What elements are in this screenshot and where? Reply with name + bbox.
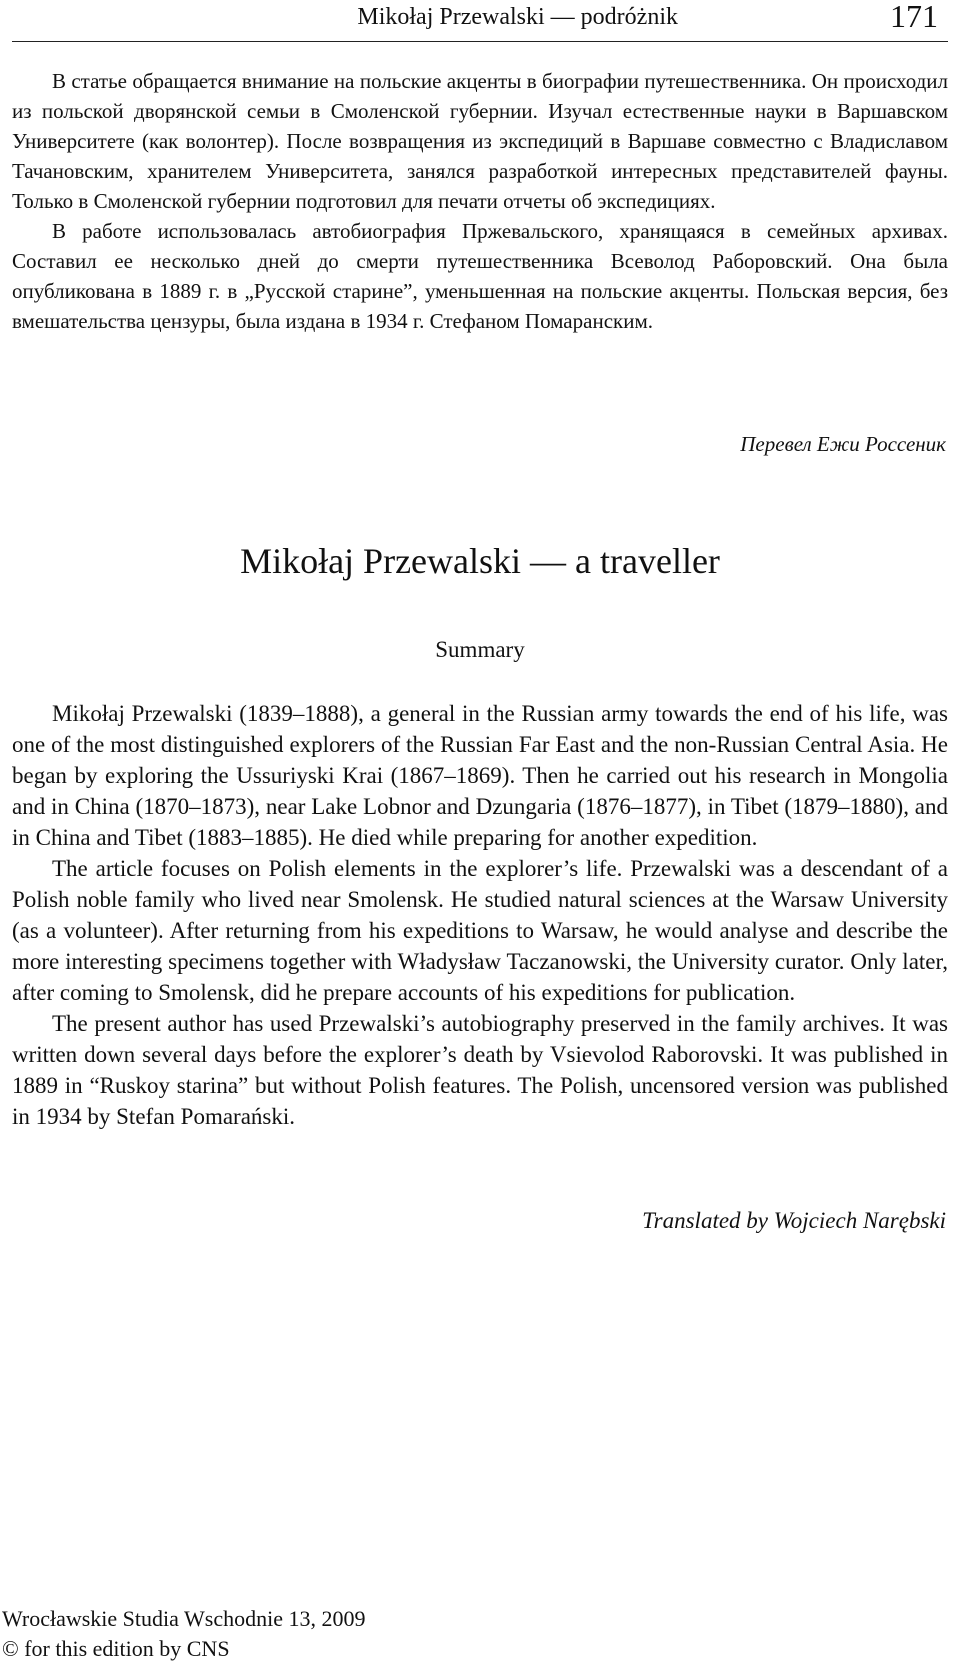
english-summary-title: Mikołaj Przewalski — a traveller bbox=[240, 541, 720, 581]
copyright-notice: © for this edition by CNS bbox=[2, 1636, 230, 1661]
russian-summary bbox=[12, 66, 948, 336]
english-translator-credit: Translated by Wojciech Narębski bbox=[642, 1208, 946, 1233]
running-title: Mikołaj Przewalski — podróżnik bbox=[357, 4, 678, 30]
page-number: 171 bbox=[890, 0, 938, 34]
russian-paragraph-1: В статье обращается внимание на польские акценты в биографии путешественника. Он происходил из польской дворянской семьи в Смоленской губернии. Изучал естественные науки в Варшавском Университете (как волонтер). После возвращения из экспедиций в Варшаве совместно с Владиславом Тачановским, хранителем Университета, занялся разработкой интересных представителей фауны. Только в Смоленской губернии подготовил для печати отчеты об экспедициях. bbox=[12, 69, 948, 213]
journal-citation: Wrocławskie Studia Wschodnie 13, 2009 bbox=[2, 1606, 366, 1631]
english-paragraph-2: The article focuses on Polish elements in the explorer’s life. Przewalski was a descendant of a Polish noble family who lived near Smolensk. He studied natural sciences at the Warsaw University (as a volunteer). After returning from his expeditions to Warsaw, he would analyse and describe the more interesting specimens together with Władysław Taczanowski, the University curator. Only later, after coming to Smolensk, did he prepare accounts of his expeditions for publication. bbox=[12, 856, 948, 1005]
english-summary-subtitle: Summary bbox=[435, 637, 525, 662]
russian-paragraph-2: В работе использовалась автобиография Пржевальского, хранящаяся в семейных архивах. Составил ее несколько дней до смерти путешественника Всеволод Раборовский. Она была опубликована в 1889 г. в „Русской старине”, уменьшенная на польские акценты. Польская версия, без вмешательства цензуры, была издана в 1934 г. Стефаном Помаранским. bbox=[12, 219, 948, 333]
english-summary bbox=[12, 698, 948, 1132]
running-header bbox=[12, 0, 948, 42]
english-paragraph-1: Mikołaj Przewalski (1839–1888), a general in the Russian army towards the end of his life, was one of the most distinguished explorers of the Russian Far East and the non-Russian Central Asia. He began by exploring the Ussuriyski Krai (1867–1869). Then he carried out his research in Mongolia and in China (1870–1873), near Lake Lobnor and Dzungaria (1876–1877), in Tibet (1879–1880), and in China and Tibet (1883–1885). He died while preparing for another expedition. bbox=[12, 701, 948, 850]
russian-translator-credit: Перевел Ежи Россеник bbox=[740, 432, 946, 456]
english-paragraph-3: The present author has used Przewalski’s autobiography preserved in the family archives. It was written down several days before the explorer’s death by Vsievolod Raborovski. It was published in 1889 in “Ruskoy starina” but without Polish features. The Polish, uncensored version was published in 1934 by Stefan Pomarański. bbox=[12, 1011, 948, 1129]
page-footer bbox=[2, 1604, 365, 1664]
